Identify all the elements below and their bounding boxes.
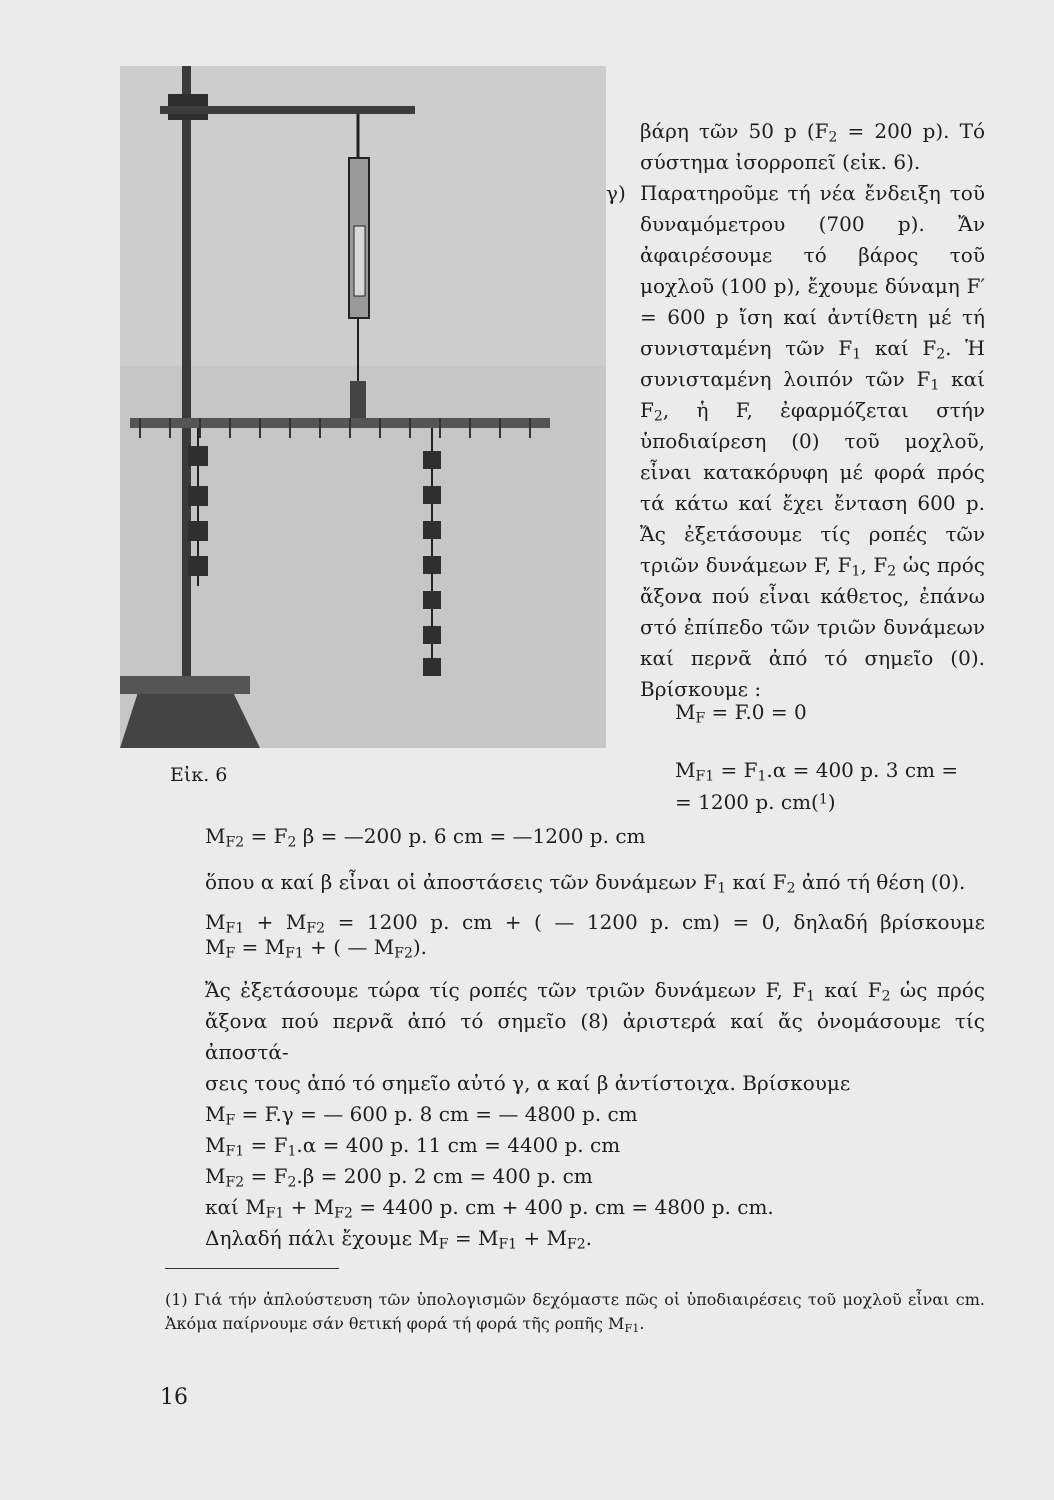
text-span: = 1200 p. cm + ( — 1200 p. cm) = 0, δηλαδή βρίσκουμε — [325, 910, 986, 934]
text-span: . Ἡ συνισταμένη λοιπόν τῶν F — [640, 336, 985, 391]
text-span: καί F — [726, 870, 787, 894]
text-span: = F — [244, 1133, 288, 1157]
text-span: . — [585, 1226, 592, 1250]
text-span: . — [639, 1314, 645, 1333]
text-span: + M — [284, 1195, 335, 1219]
subscript: F2 — [394, 945, 413, 962]
lever-apparatus-illustration — [120, 66, 606, 748]
text-span: Δηλαδή πάλι ἔχουμε M — [205, 1226, 439, 1250]
subscript: F2 — [306, 920, 326, 937]
subscript: F — [225, 945, 236, 962]
subscript: F2 — [225, 834, 245, 851]
text-span: = 4400 p. cm + 400 p. cm = 4800 p. cm. — [352, 1195, 774, 1219]
text-span: βάρη τῶν 50 p (F — [640, 119, 829, 143]
paragraph-b-end — [640, 116, 985, 178]
text-span: M — [205, 910, 226, 934]
text-span: Παρατηροῦμε τή νέα ἔνδειξη τοῦ δυναμόμετρου (700 p). Ἄν ἀφαιρέσουμε τό βάρος τοῦ μοχλοῦ (100 p), ἔχουμε δύναμη F′ = 600 p ἴση καί ἀντίθετη μέ τή συνισταμένη τῶν F — [640, 181, 985, 360]
text-span: = F — [244, 824, 288, 848]
footnote-divider — [165, 1268, 339, 1269]
subscript: F — [695, 710, 706, 727]
subscript: 1 — [806, 988, 816, 1005]
body-line: σεις τους ἀπό τό σημεῖο αὐτό γ, α καί β ἀντίστοιχα. Βρίσκουμε — [205, 1071, 851, 1095]
footnote-marker: 1 — [818, 791, 828, 808]
body-line — [205, 1099, 985, 1130]
body-line — [205, 1223, 985, 1254]
text-span: M — [205, 1102, 226, 1126]
subscript: F1 — [695, 768, 715, 785]
subscript: 1 — [851, 563, 861, 580]
subscript: F1 — [498, 1236, 518, 1253]
text-span: M — [205, 935, 226, 959]
subscript: F1 — [225, 1143, 245, 1160]
body-text — [205, 867, 985, 1254]
item-label-c: γ) — [606, 181, 626, 205]
text-span: = F — [714, 758, 758, 782]
text-span: β = —200 p. 6 cm = —1200 p. cm — [296, 824, 646, 848]
subscript: 2 — [887, 563, 897, 580]
text-span: καί M — [205, 1195, 266, 1219]
subscript: 2 — [881, 988, 891, 1005]
text-span: M — [205, 1133, 226, 1157]
subscript: F2 — [567, 1236, 586, 1253]
subscript: F — [225, 1112, 236, 1129]
subscript: F1 — [265, 1205, 285, 1222]
text-span: , ἡ F, ἐφαρμόζεται στήν ὑποδιαίρεση (0) τοῦ μοχλοῦ, εἶναι κατακόρυφη μέ φορά πρός τά κάτω καί ἔχει ἔνταση 600 p. Ἄς ἐξετάσουμε τίς ροπές τῶν τριῶν δυνάμεων F, F — [640, 398, 985, 577]
text-span: = 1200 p. cm( — [675, 790, 819, 814]
apparatus-photo — [120, 66, 606, 748]
text-span: ὡς πρός — [890, 978, 985, 1002]
body-line: ἄξονα πού περνᾶ ἀπό τό σημεῖο (8) ἀριστερά καί ἄς ὀνομάσουμε τίς ἀποστά- — [205, 1009, 985, 1064]
subscript: 1 — [930, 377, 940, 394]
figure-caption: Εἰκ. 6 — [170, 764, 228, 786]
equation-MF1 — [675, 758, 959, 785]
equation-MF — [675, 700, 807, 727]
footnote — [165, 1288, 985, 1336]
text-span: καί F — [815, 978, 882, 1002]
equation-MF2 — [205, 824, 646, 851]
text-span: + ( — M — [303, 935, 395, 959]
subscript: F1 — [624, 1321, 640, 1335]
body-line — [205, 1192, 985, 1223]
text-span: καί F — [861, 336, 937, 360]
text-span: ὡς πρός ἄξονα πού εἶναι κάθετος, ἐπάνω στό ἐπίπεδο τῶν τριῶν δυνάμεων καί περνᾶ ἀπό τό σημεῖο (0). Βρίσκουμε : — [640, 553, 986, 701]
subscript: 1 — [717, 880, 727, 897]
page-number: 16 — [160, 1385, 188, 1410]
text-span: = M — [235, 935, 286, 959]
text-span: = F.0 = 0 — [705, 700, 807, 724]
subscript: F2 — [225, 1174, 245, 1191]
text-span: = 200 p). Τό σύστημα ἰσορροπεῖ (εἰκ. 6). — [640, 119, 985, 174]
text-span: ἀπό τή θέση (0). — [795, 870, 966, 894]
text-span: M — [675, 758, 696, 782]
text-span: + M — [244, 910, 307, 934]
text-span: .α = 400 p. 11 cm = 4400 p. cm — [296, 1133, 621, 1157]
text-span: + M — [517, 1226, 568, 1250]
text-span: ). — [412, 935, 428, 959]
footnote-text — [165, 1288, 985, 1336]
text-span: (1) Γιά τήν ἀπλούστευση τῶν ὑπολογισμῶν δεχόμαστε πῶς οἱ ὑποδιαιρέσεις τοῦ μοχλοῦ εἶναι cm. Ἀκόμα παίρνουμε σάν θετική φορά τή φορά τῆς ροπῆς M — [165, 1290, 985, 1333]
subscript: 2 — [653, 408, 663, 425]
body-line — [205, 867, 985, 898]
subscript: 1 — [757, 768, 767, 785]
text-span: Ἄς ἐξετάσουμε τώρα τίς ροπές τῶν τριῶν δυνάμεων F, F — [205, 978, 807, 1002]
text-span: M — [675, 700, 696, 724]
right-column-text — [606, 116, 986, 705]
text-span: M — [205, 824, 226, 848]
equation-MF1-continued: = 1200 p. cm($^1$) — [675, 790, 836, 814]
subscript: 1 — [852, 346, 862, 363]
subscript: 2 — [287, 834, 297, 851]
subscript: F — [438, 1236, 449, 1253]
body-line — [205, 1130, 985, 1161]
subscript: 2 — [828, 129, 838, 146]
text-span: , F — [860, 553, 888, 577]
text-span: M — [205, 1164, 226, 1188]
text-span: ὅπου α καί β εἶναι οἱ ἀποστάσεις τῶν δυνάμεων F — [205, 870, 718, 894]
text-span: = F.γ = — 600 p. 8 cm = — 4800 p. cm — [235, 1102, 638, 1126]
text-span: .β = 200 p. 2 cm = 400 p. cm — [296, 1164, 593, 1188]
subscript: 1 — [287, 1143, 297, 1160]
subscript: F2 — [334, 1205, 353, 1222]
text-span: = M — [448, 1226, 499, 1250]
text-span: καί F — [640, 367, 985, 422]
body-line — [205, 975, 985, 1006]
subscript: F1 — [225, 920, 245, 937]
subscript: 2 — [287, 1174, 297, 1191]
text-span: .α = 400 p. 3 cm = — [766, 758, 959, 782]
paragraph-c — [606, 178, 986, 705]
text-span: = F — [244, 1164, 288, 1188]
subscript: F1 — [285, 945, 304, 962]
body-line — [205, 1161, 985, 1192]
subscript: 2 — [786, 880, 796, 897]
subscript: 2 — [936, 346, 946, 363]
